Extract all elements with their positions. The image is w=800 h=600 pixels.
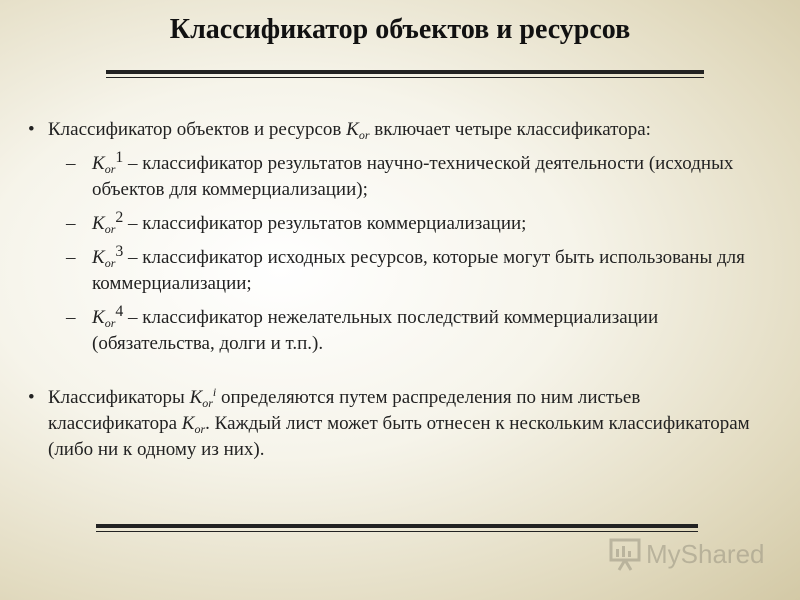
bullet-text: Классификаторы (48, 387, 190, 408)
footer-divider (96, 524, 698, 532)
symbol-k-or-1: $K_{or}$ (92, 153, 116, 176)
symbol-k-or: $K_{or}$ (346, 119, 370, 142)
title-divider (106, 70, 704, 78)
sub-item-text: – классификатор результатов научно-технической деятельности (исходных объектов для коммерциализации); (92, 153, 734, 200)
sub-item-1 (28, 151, 768, 203)
slide-body (28, 117, 768, 463)
symbol-k-or-2: $K_{or}$ (92, 213, 116, 236)
bullet-text: включает четыре классификатора: (369, 119, 651, 140)
sub-item-4 (28, 305, 768, 357)
symbol-index: 3 (115, 243, 124, 260)
symbol-k-or-4: $K_{or}$ (92, 307, 116, 330)
symbol-k-or: $K_{or}$ (181, 413, 206, 436)
symbol-index: 2 (115, 209, 124, 226)
dash-marker: – (66, 213, 76, 234)
symbol-k-or-i: $K_{or}^i$ (189, 385, 217, 410)
sub-item-text: – классификатор нежелательных последствий коммерциализации (обязательства, долги и т.п.). (92, 307, 659, 354)
bullet-text: . Каждый лист может быть отнесен к нескольким классификаторам (либо ни к одному из них). (48, 413, 750, 460)
symbol-k-or-3: $K_{or}$ (92, 247, 116, 270)
bullet-text: Классификатор объектов и ресурсов (48, 119, 347, 140)
symbol-index: 4 (115, 303, 124, 320)
bullet-item (28, 385, 768, 463)
symbol-index: 1 (115, 149, 124, 166)
bullet-marker: • (28, 119, 35, 140)
bullet-text: определяются путем распределения по ним листьев классификатора (48, 387, 641, 434)
dash-marker: – (66, 247, 76, 268)
bullet-item (28, 117, 768, 143)
myshared-logo[interactable] (608, 537, 768, 573)
slide-title: Классификатор объектов и ресурсов (169, 14, 631, 45)
logo-text: MyShared (646, 539, 765, 569)
dash-marker: – (66, 307, 76, 328)
sub-item-text: – классификатор результатов коммерциализации; (123, 213, 527, 234)
sub-item-2 (28, 211, 768, 237)
sub-item-text: – классификатор исходных ресурсов, которые могут быть использованы для коммерциализации; (92, 247, 745, 294)
bullet-marker: • (28, 387, 35, 408)
sub-item-3 (28, 245, 768, 297)
presentation-board-icon (608, 537, 642, 571)
dash-marker: – (66, 153, 76, 174)
